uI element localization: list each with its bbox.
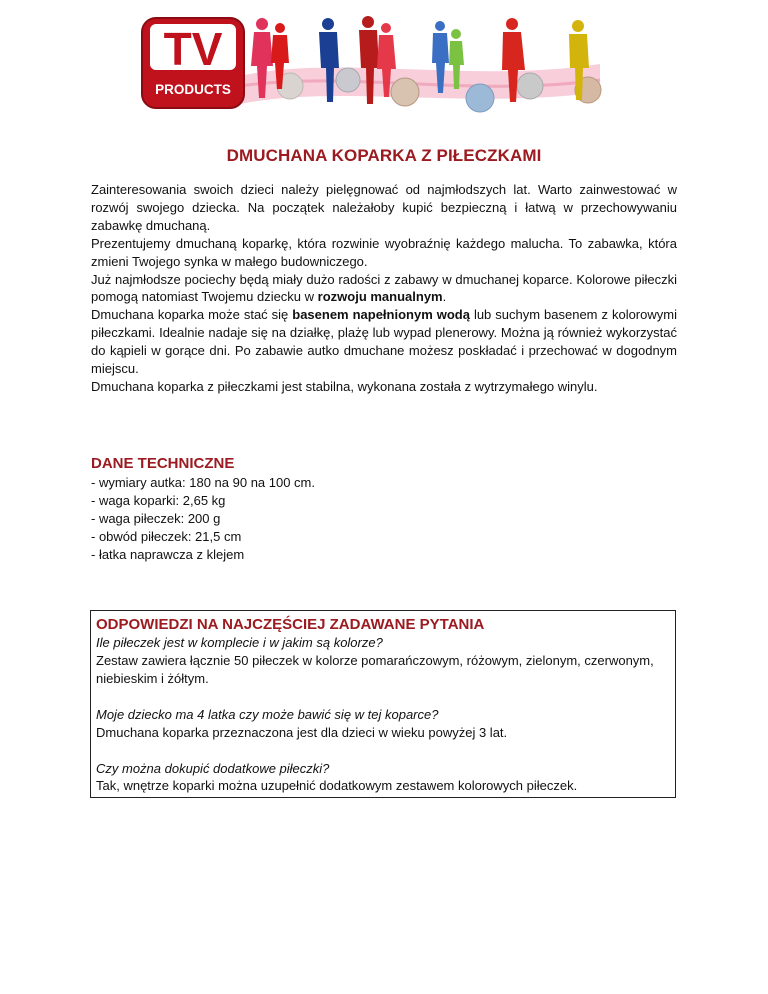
intro-paragraph: Dmuchana koparka może stać się basenem napełnionym wodą lub suchym basenem z kolorowymi piłeczkami. Idealnie nadaje się na działkę, plażę lub wypad plenerowy. Można ją również wykorzystać do kąpieli w gorące dni. Po zabawie autko dmuchane możesz poskładać i przechować w dogodnym miejscu.	[91, 307, 677, 377]
page-title: DMUCHANA KOPARKA Z PIŁECZKAMI	[226, 146, 542, 165]
faq-answer: Zestaw zawiera łącznie 50 piłeczek w kolorze pomarańczowym, różowym, zielonym, czerwonym, niebieskim i żółtym.	[96, 652, 654, 686]
specs-list	[91, 474, 677, 564]
intro-paragraph: Zainteresowania swoich dzieci należy pielęgnować od najmłodszych lat. Warto zainwestować w rozwój swojego dziecka. Na początek należałoby kupić bezpieczną i łatwą w przechowywaniu zabawkę dmuchaną.	[91, 182, 677, 233]
faq-question: Ile piłeczek jest w komplecie i w jakim są kolorze?	[96, 635, 383, 650]
spec-item: - łatka naprawcza z klejem	[91, 546, 245, 562]
tv-products-logo	[140, 14, 610, 114]
logo-big-text: TV	[163, 23, 223, 75]
specs-heading: DANE TECHNICZNE	[91, 455, 235, 472]
faq-box	[90, 610, 676, 798]
faq-heading: ODPOWIEDZI NA NAJCZĘŚCIEJ ZADAWANE PYTANIA	[96, 616, 485, 633]
intro-text	[91, 181, 677, 396]
intro-paragraph: Dmuchana koparka z piłeczkami jest stabilna, wykonana została z wytrzymałego winylu.	[91, 378, 598, 394]
faq-question: Czy można dokupić dodatkowe piłeczki?	[96, 760, 330, 776]
intro-paragraph: Już najmłodsze pociechy będą miały dużo radości z zabawy w dmuchanej koparce. Kolorowe piłeczki pomogą natomiast Twojemu dziecku w rozwoju manualnym.	[91, 271, 677, 305]
tv-products-banner	[140, 14, 610, 114]
spec-item: - waga piłeczek: 200 g	[91, 510, 221, 526]
intro-paragraph: Prezentujemy dmuchaną koparkę, która rozwinie wyobraźnię każdego malucha. To zabawka, która zmieni Twojego synka w małego budowniczego.	[91, 235, 677, 269]
logo-small-text: PRODUCTS	[155, 82, 231, 97]
spec-item: - obwód piłeczek: 21,5 cm	[91, 528, 242, 544]
faq-answer: Tak, wnętrze koparki można uzupełnić dodatkowym zestawem kolorowych piłeczek.	[96, 778, 578, 794]
spec-item: - waga koparki: 2,65 kg	[91, 492, 226, 508]
spec-item: - wymiary autka: 180 na 90 na 100 cm.	[91, 475, 316, 490]
faq-question: Moje dziecko ma 4 latka czy może bawić się w tej koparce?	[96, 706, 439, 722]
faq-answer: Dmuchana koparka przeznaczona jest dla dzieci w wieku powyżej 3 lat.	[96, 724, 508, 740]
